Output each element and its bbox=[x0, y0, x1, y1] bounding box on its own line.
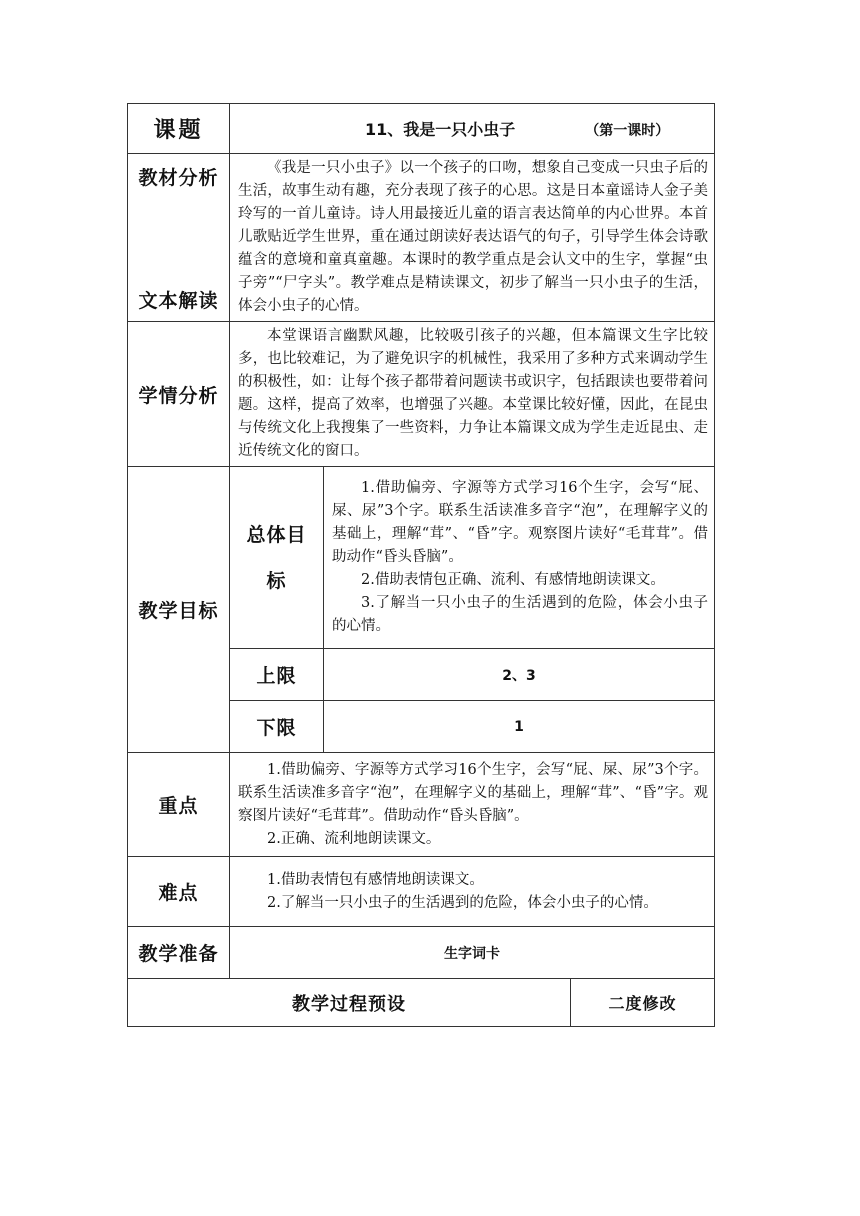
lesson-plan-table bbox=[127, 103, 714, 1027]
learners-row bbox=[128, 322, 715, 467]
upper-limit-value: 2、3 bbox=[324, 649, 715, 701]
text-interpretation-label: 文本解读 bbox=[138, 289, 219, 312]
lesson-title: 11、我是一只小虫子 bbox=[365, 120, 516, 139]
difficulties-row bbox=[128, 857, 715, 927]
lower-limit-value: 1 bbox=[324, 701, 715, 753]
process-row bbox=[128, 979, 715, 1027]
analysis-row bbox=[128, 154, 715, 322]
upper-limit-label: 上限 bbox=[230, 649, 324, 701]
preparation-label: 教学准备 bbox=[128, 927, 230, 979]
goal-item: 1.借助偏旁、字源等方式学习16个生字，会写“屁、屎、尿”3个字。联系生活读准多音字“泡”，在理解字义的基础上，理解“茸”、“昏”字。观察图片读好“毛茸茸”。借助动作“昏头昏脑”。 bbox=[332, 480, 709, 565]
key-points-row bbox=[128, 753, 715, 857]
analysis-text: 《我是一只小虫子》以一个孩子的口吻，想象自己变成一只虫子后的生活，故事生动有趣，充分表现了孩子的心思。这是日本童谣诗人金子美玲写的一首儿童诗。诗人用最接近儿童的语言表达简单的内心世界。本首儿歌贴近学生世界，重在通过朗读好表达语气的句子，引导学生体会诗歌蕴含的意境和童真童趣。本课时的教学重点是会认文中的生字，掌握“虫子旁”“尸字头”。教学难点是精读课文，初步了解当一只小虫子的生活，体会小虫子的心情。 bbox=[238, 160, 709, 314]
learner-analysis-text: 本堂课语言幽默风趣，比较吸引孩子的兴趣，但本篇课文生字比较多，也比较难记，为了避免识字的机械性，我采用了多种方式来调动学生的积极性，如：让每个孩子都带着问题读书或识字，包括跟读也要带着问题。这样，提高了效率，也增强了兴趣。本堂课比较好懂，因此，在昆虫与传统文化上我搜集了一些资料，力争让本篇课文成为学生走近昆虫、走近传统文化的窗口。 bbox=[238, 328, 709, 459]
difficulty-item: 2.了解当一只小虫子的生活遇到的危险，体会小虫子的心情。 bbox=[267, 894, 658, 911]
lesson-period: （第一课时） bbox=[585, 123, 670, 139]
learner-analysis-label: 学情分析 bbox=[128, 322, 230, 467]
goal-item: 3.了解当一只小虫子的生活遇到的危险，体会小虫子的心情。 bbox=[332, 595, 709, 634]
textbook-analysis-label: 教材分析 bbox=[138, 166, 219, 189]
difficulties-list bbox=[230, 857, 715, 927]
process-label: 教学过程预设 bbox=[128, 979, 571, 1027]
goals-overall-row bbox=[128, 467, 715, 649]
key-point-item: 2.正确、流利地朗读课文。 bbox=[267, 830, 441, 847]
difficulties-label: 难点 bbox=[128, 857, 230, 927]
lower-limit-label: 下限 bbox=[230, 701, 324, 753]
overall-goals-list bbox=[324, 467, 715, 649]
lesson-title-cell bbox=[230, 104, 715, 154]
difficulty-item: 1.借助表情包有感情地朗读课文。 bbox=[267, 871, 484, 888]
key-points-label: 重点 bbox=[128, 753, 230, 857]
overall-goals-label: 总体目 标 bbox=[230, 467, 324, 649]
preparation-value: 生字词卡 bbox=[230, 927, 715, 979]
key-points-list bbox=[230, 753, 715, 857]
key-point-item: 1.借助偏旁、字源等方式学习16个生字，会写“屁、屎、尿”3个字。联系生活读准多音字“泡”，在理解字义的基础上，理解“茸”、“昏”字。观察图片读好“毛茸茸”。借助动作“昏头昏脑”。 bbox=[238, 761, 709, 824]
goal-item: 2.借助表情包正确、流利、有感情地朗读课文。 bbox=[361, 572, 665, 588]
header-row bbox=[128, 104, 715, 154]
teaching-goals-label: 教学目标 bbox=[128, 467, 230, 753]
preparation-row bbox=[128, 927, 715, 979]
topic-label: 课题 bbox=[128, 104, 230, 154]
revision-label: 二度修改 bbox=[571, 979, 715, 1027]
